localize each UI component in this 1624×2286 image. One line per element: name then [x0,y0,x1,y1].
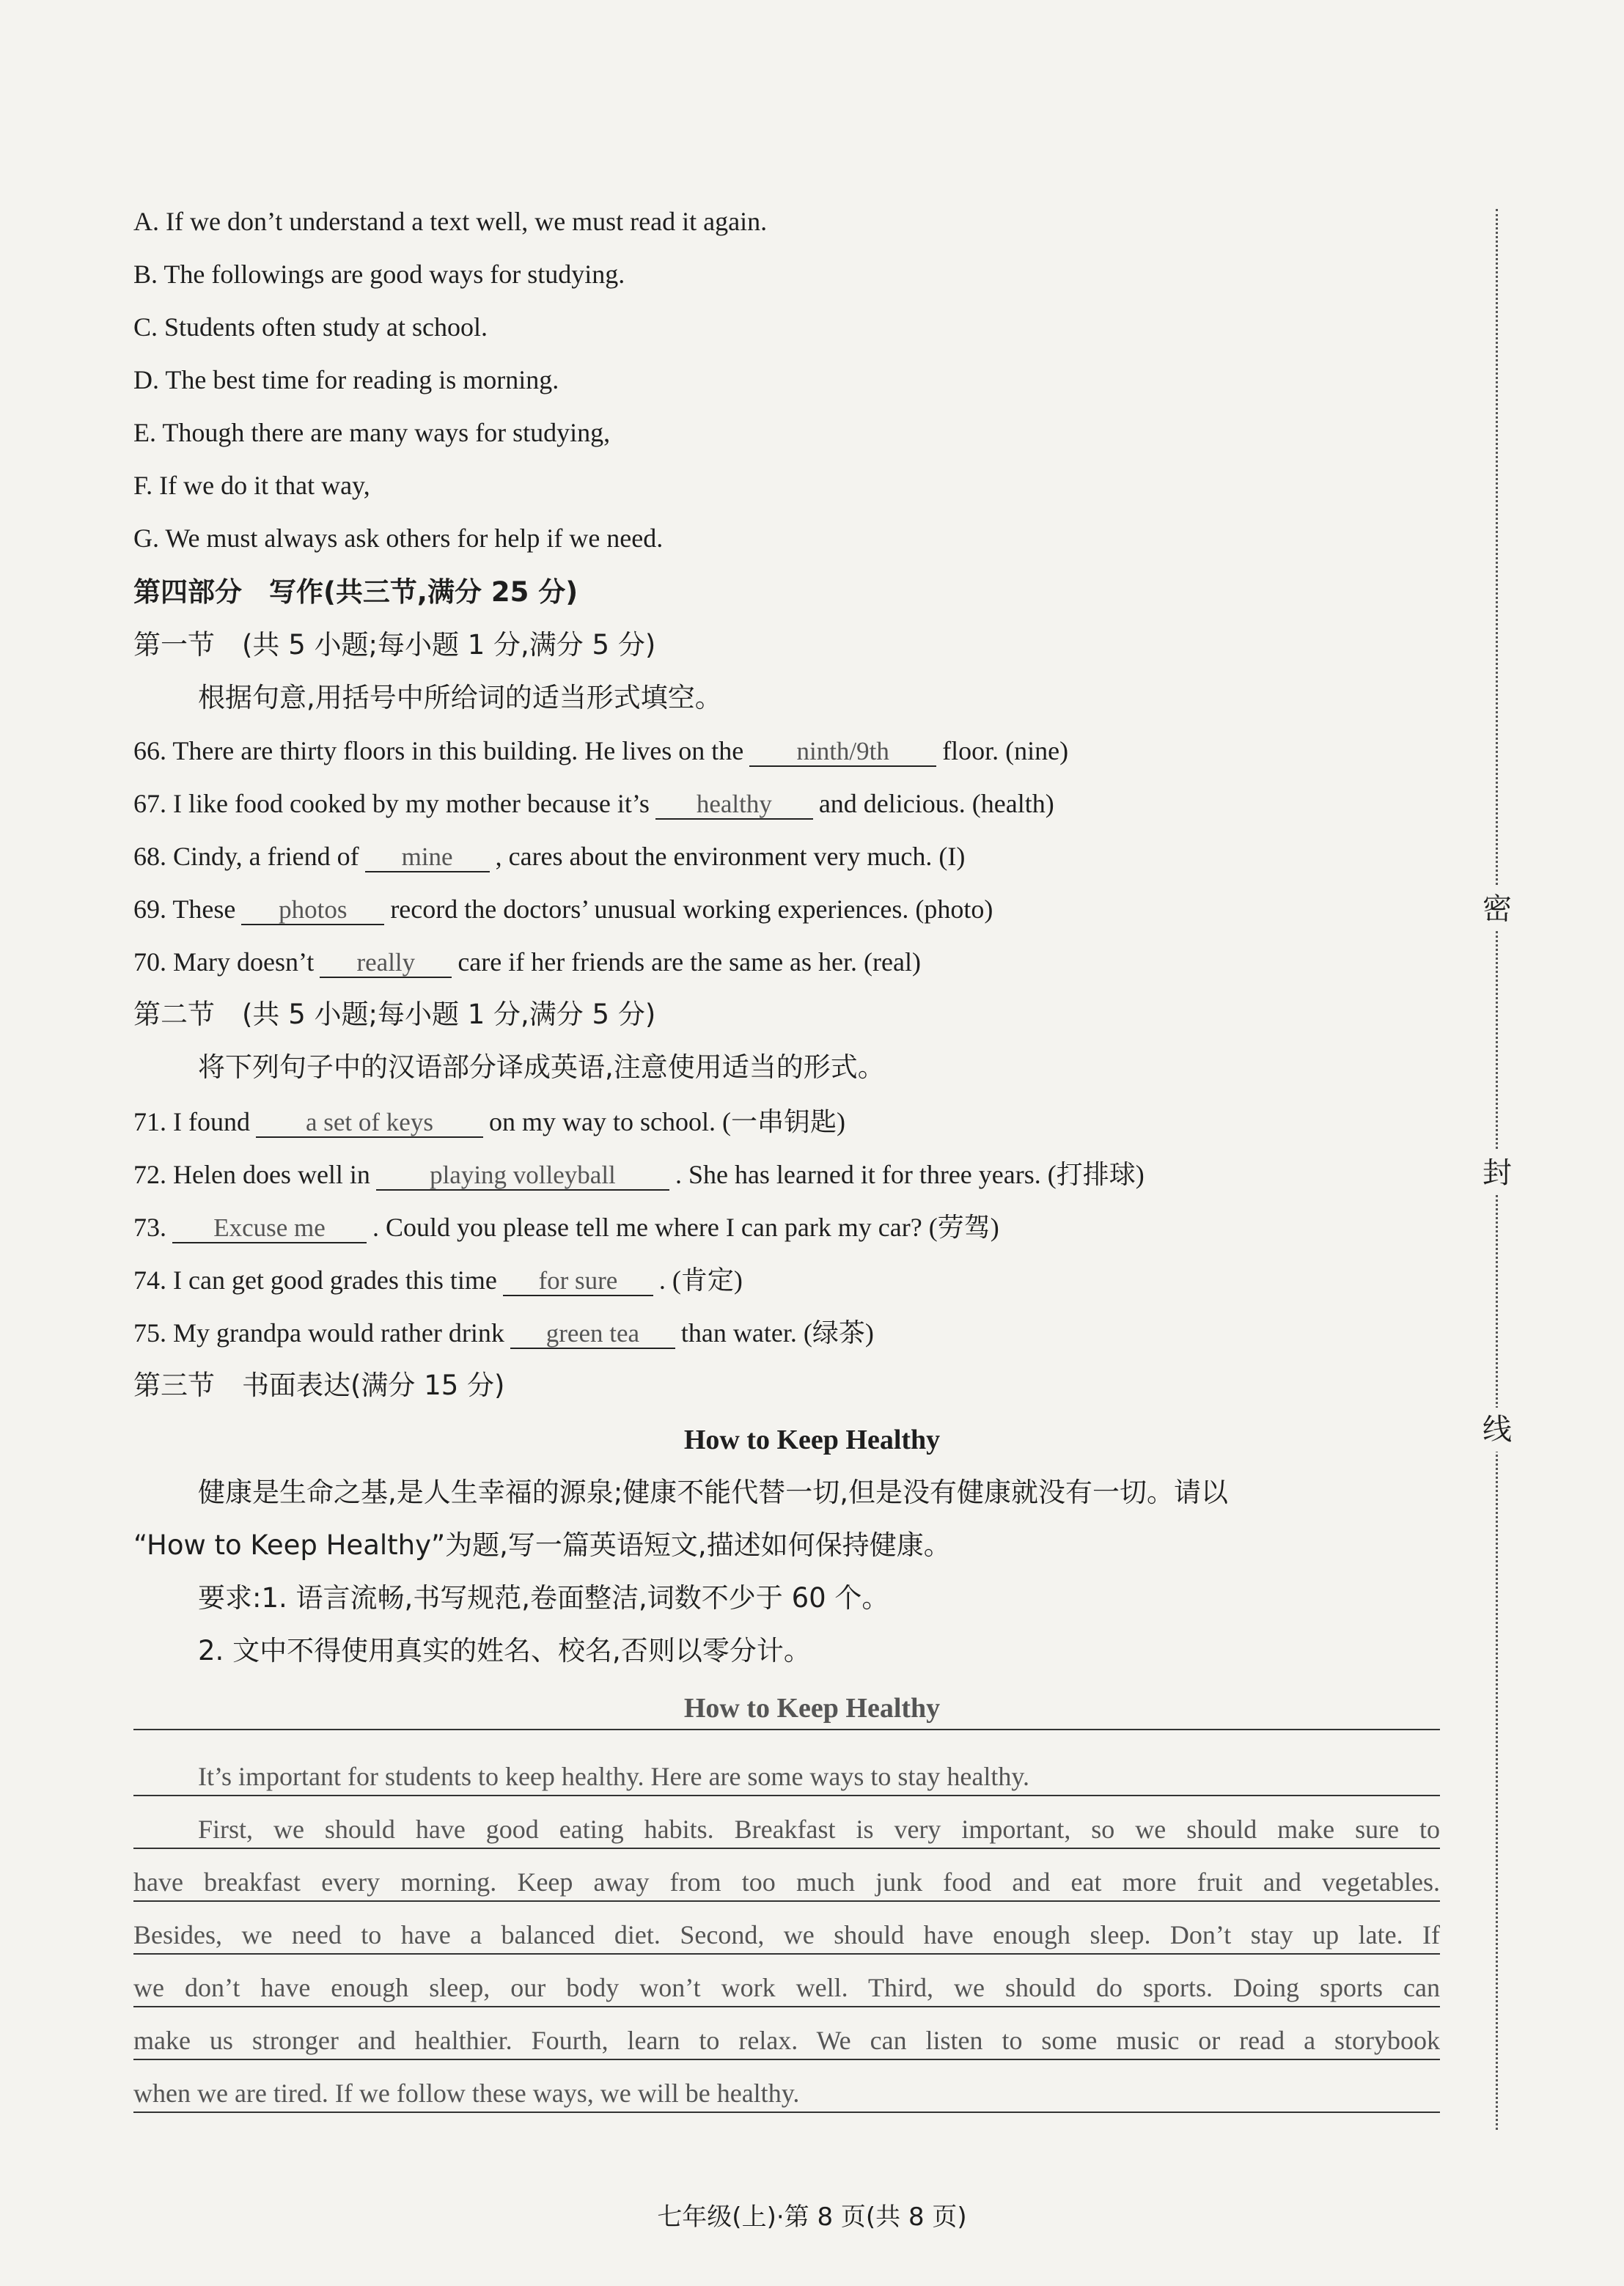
essay-line-2: First, we should have good eating habits. Breakfast is very important, so we should make sure to [133,1811,1440,1849]
answer-blank: healthy [655,790,813,820]
section2-title: 第二节 (共 5 小题;每小题 1 分,满分 5 分) [133,999,656,1030]
question-70: 70. Mary doesn’t really care if her friends are the same as her. (real) [133,947,921,977]
section2-instructions: 将下列句子中的汉语部分译成英语,注意使用适当的形式。 [198,1051,885,1083]
answer-blank: really [320,949,452,978]
essay-line-3: have breakfast every morning. Keep away from too much junk food and eat more fruit and vegetables. [133,1864,1440,1902]
side-mark-feng: 封 [1475,1151,1519,1195]
page-footer: 七年级(上)·第 8 页(共 8 页) [657,2202,967,2232]
essay-title: How to Keep Healthy [683,1693,941,1724]
answer-blank: photos [241,896,384,925]
writing-prompt-1: 健康是生命之基,是人生幸福的源泉;健康不能代替一切,但是没有健康就没有一切。请以 [198,1477,1228,1508]
option-g: G. We must always ask others for help if we need. [133,523,664,553]
side-mark-xian: 线 [1475,1408,1519,1452]
question-71: 71. I found a set of keys on my way to school. (一串钥匙) [133,1107,845,1136]
section1-instructions: 根据句意,用括号中所给词的适当形式填空。 [198,682,722,713]
side-mark-mi: 密 [1475,887,1519,931]
question-73: 73. Excuse me . Could you please tell me where I can park my car? (劳驾) [133,1213,999,1242]
question-69: 69. These photos record the doctors’ unusual working experiences. (photo) [133,894,993,924]
answer-blank: ninth/9th [749,738,936,767]
essay-title-line [133,1697,1440,1730]
option-e: E. Though there are many ways for studying, [133,418,611,447]
option-d: D. The best time for reading is morning. [133,365,559,394]
answer-blank: Excuse me [172,1214,367,1243]
option-b: B. The followings are good ways for studying. [133,260,625,289]
answer-blank: playing volleyball [376,1161,669,1191]
question-74: 74. I can get good grades this time for sure . (肯定) [133,1265,743,1295]
option-c: C. Students often study at school. [133,312,488,342]
question-75: 75. My grandpa would rather drink green tea than water. (绿茶) [133,1318,874,1348]
writing-requirement-2: 2. 文中不得使用真实的姓名、校名,否则以零分计。 [198,1635,811,1666]
question-72: 72. Helen does well in playing volleyball . She has learned it for three years. (打排球) [133,1160,1144,1189]
essay-line-4: Besides, we need to have a balanced diet. Second, we should have enough sleep. Don’t stay up late. If [133,1916,1440,1955]
option-f: F. If we do it that way, [133,471,370,500]
answer-blank: a set of keys [256,1109,483,1138]
option-a: A. If we don’t understand a text well, we must read it again. [133,207,768,236]
part4-title: 第四部分 写作(共三节,满分 25 分) [133,576,578,608]
essay-line-1: It’s important for students to keep healthy. Here are some ways to stay healthy. [133,1758,1440,1796]
question-66: 66. There are thirty floors in this building. He lives on the ninth/9th floor. (nine) [133,736,1069,765]
answer-blank: green tea [510,1320,675,1349]
essay-line-5: we don’t have enough sleep, our body won’t work well. Third, we should do sports. Doing sports can [133,1969,1440,2007]
writing-requirement-1: 要求:1. 语言流畅,书写规范,卷面整洁,词数不少于 60 个。 [198,1582,889,1614]
writing-prompt-2: “How to Keep Healthy”为题,写一篇英语短文,描述如何保持健康。 [133,1529,951,1561]
essay-line-7: when we are tired. If we follow these ways, we will be healthy. [133,2075,1440,2113]
section3-title: 第三节 书面表达(满分 15 分) [133,1370,505,1401]
essay-line-6: make us stronger and healthier. Fourth, learn to relax. We can listen to some music or read a storybook [133,2022,1440,2060]
writing-topic: How to Keep Healthy [683,1425,941,1455]
section1-title: 第一节 (共 5 小题;每小题 1 分,满分 5 分) [133,629,656,661]
question-68: 68. Cindy, a friend of mine , cares about the environment very much. (I) [133,842,966,871]
answer-blank: for sure [503,1267,653,1296]
question-67: 67. I like food cooked by my mother because it’s healthy and delicious. (health) [133,789,1054,818]
answer-blank: mine [365,843,490,872]
